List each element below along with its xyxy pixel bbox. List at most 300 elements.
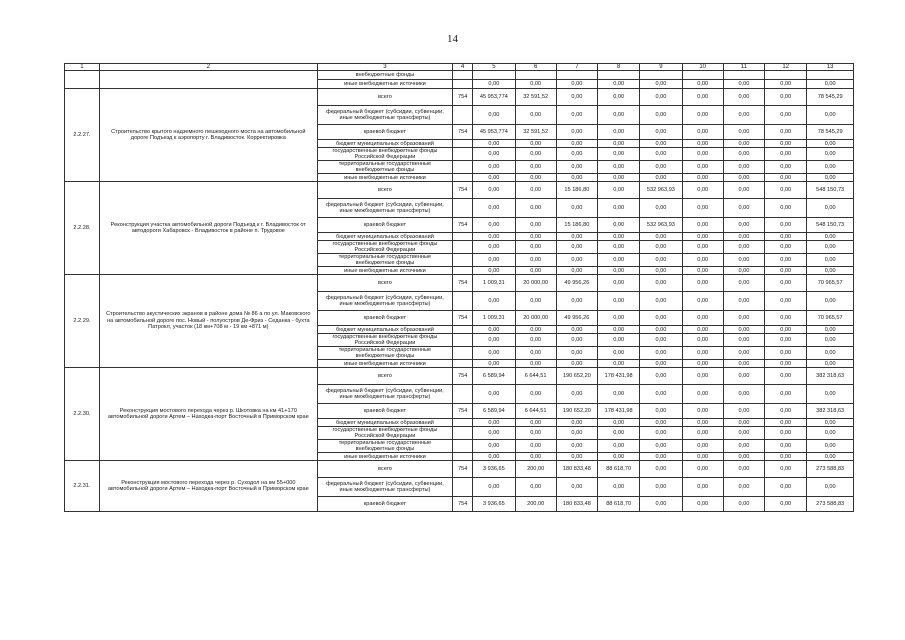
value-cell: 0,00	[597, 148, 639, 161]
item-code: 2.2.31.	[65, 461, 100, 512]
value-cell: 0,00	[556, 347, 597, 360]
table-row	[65, 368, 854, 385]
value-cell: 0,00	[765, 254, 807, 267]
value-cell: 0,00	[807, 419, 854, 427]
source-label: бюджет муниципальных образований	[317, 233, 452, 241]
value-cell: 0,00	[807, 267, 854, 275]
grbs-code	[453, 233, 473, 241]
value-cell: 0,00	[515, 199, 556, 218]
value-cell: 0,00	[597, 347, 639, 360]
value-cell: 0,00	[473, 218, 515, 233]
source-label: государственные внебюджетные фонды Российской Федерации	[317, 241, 452, 254]
value-cell: 0,00	[723, 241, 764, 254]
source-label: федеральный бюджет (субсидии, субвенции, иные межбюджетные трансферты)	[317, 106, 452, 125]
value-cell: 0,00	[807, 478, 854, 497]
value-cell: 273 588,83	[807, 461, 854, 478]
value-cell: 0,00	[473, 334, 515, 347]
value-cell: 0,00	[473, 267, 515, 275]
value-cell: 0,00	[640, 419, 682, 427]
source-label: внебюджетные фонды	[317, 71, 452, 80]
grbs-code	[453, 453, 473, 461]
value-cell: 6 644,51	[515, 368, 556, 385]
value-cell	[640, 71, 682, 80]
value-cell: 0,00	[640, 140, 682, 148]
value-cell: 0,00	[765, 199, 807, 218]
source-label: иные внебюджетные источники	[317, 267, 452, 275]
value-cell: 3 936,65	[473, 497, 515, 512]
value-cell: 0,00	[473, 199, 515, 218]
value-cell: 0,00	[597, 311, 639, 326]
source-label: всего	[317, 275, 452, 292]
column-header: 1	[65, 64, 100, 71]
value-cell	[723, 71, 764, 80]
value-cell: 382 318,63	[807, 404, 854, 419]
column-header: 13	[807, 64, 854, 71]
column-header: 12	[765, 64, 807, 71]
value-cell: 0,00	[473, 453, 515, 461]
value-cell: 0,00	[723, 254, 764, 267]
value-cell: 0,00	[597, 106, 639, 125]
value-cell: 0,00	[556, 427, 597, 440]
value-cell: 0,00	[682, 140, 723, 148]
source-label: краевой бюджет	[317, 218, 452, 233]
source-label: всего	[317, 368, 452, 385]
grbs-code: 754	[453, 275, 473, 292]
source-label: иные внебюджетные источники	[317, 174, 452, 182]
value-cell: 0,00	[640, 453, 682, 461]
grbs-code	[453, 334, 473, 347]
value-cell: 0,00	[640, 275, 682, 292]
value-cell: 0,00	[807, 161, 854, 174]
value-cell: 0,00	[682, 347, 723, 360]
value-cell: 180 833,48	[556, 497, 597, 512]
value-cell: 0,00	[556, 440, 597, 453]
value-cell: 0,00	[682, 497, 723, 512]
value-cell: 0,00	[473, 292, 515, 311]
grbs-code	[453, 385, 473, 404]
value-cell	[597, 71, 639, 80]
value-cell: 0,00	[723, 478, 764, 497]
value-cell: 0,00	[682, 334, 723, 347]
value-cell: 0,00	[723, 125, 764, 140]
value-cell: 0,00	[723, 404, 764, 419]
grbs-code	[453, 427, 473, 440]
value-cell: 0,00	[765, 461, 807, 478]
value-cell: 0,00	[473, 80, 515, 89]
value-cell: 0,00	[515, 267, 556, 275]
value-cell: 0,00	[640, 254, 682, 267]
value-cell: 0,00	[556, 148, 597, 161]
value-cell: 0,00	[682, 368, 723, 385]
value-cell: 6 644,51	[515, 404, 556, 419]
value-cell: 0,00	[515, 334, 556, 347]
value-cell: 0,00	[515, 385, 556, 404]
value-cell: 0,00	[640, 360, 682, 368]
source-label: всего	[317, 89, 452, 106]
value-cell: 45 953,774	[473, 125, 515, 140]
value-cell: 0,00	[473, 161, 515, 174]
value-cell: 0,00	[682, 360, 723, 368]
value-cell: 88 618,70	[597, 497, 639, 512]
value-cell: 0,00	[765, 360, 807, 368]
grbs-code: 754	[453, 182, 473, 199]
value-cell: 0,00	[765, 106, 807, 125]
value-cell: 0,00	[723, 89, 764, 106]
grbs-code	[453, 174, 473, 182]
table-row	[65, 71, 854, 80]
value-cell: 0,00	[682, 326, 723, 334]
value-cell: 0,00	[556, 199, 597, 218]
value-cell: 0,00	[640, 148, 682, 161]
value-cell: 0,00	[765, 148, 807, 161]
value-cell: 0,00	[473, 347, 515, 360]
value-cell: 0,00	[556, 254, 597, 267]
source-label: краевой бюджет	[317, 311, 452, 326]
value-cell: 0,00	[640, 292, 682, 311]
table-row	[65, 275, 854, 292]
item-name: Строительство акустических экранов в районе дома № 86 а по ул. Маковского на автомобильной дороге пос. Новый - полуостров Де-Фриз - Седанка - бухта Патрокл, участок (18 км+708 м - 19 км +871 м)	[99, 275, 317, 368]
value-cell: 0,00	[556, 233, 597, 241]
source-label: территориальные государственные внебюджетные фонды	[317, 254, 452, 267]
value-cell: 382 318,63	[807, 368, 854, 385]
value-cell: 0,00	[640, 80, 682, 89]
value-cell: 0,00	[723, 218, 764, 233]
value-cell: 0,00	[556, 267, 597, 275]
value-cell: 0,00	[807, 174, 854, 182]
value-cell: 0,00	[515, 254, 556, 267]
source-label: краевой бюджет	[317, 497, 452, 512]
value-cell: 1 009,31	[473, 311, 515, 326]
value-cell: 0,00	[597, 478, 639, 497]
value-cell	[473, 71, 515, 80]
value-cell: 0,00	[556, 478, 597, 497]
value-cell: 0,00	[515, 80, 556, 89]
source-label: всего	[317, 461, 452, 478]
item-code: 2.2.29.	[65, 275, 100, 368]
value-cell: 0,00	[682, 292, 723, 311]
value-cell: 0,00	[682, 233, 723, 241]
value-cell: 0,00	[473, 385, 515, 404]
value-cell: 0,00	[765, 275, 807, 292]
grbs-code: 754	[453, 461, 473, 478]
value-cell: 0,00	[556, 106, 597, 125]
source-label: территориальные государственные внебюджетные фонды	[317, 347, 452, 360]
value-cell: 190 652,20	[556, 404, 597, 419]
value-cell: 0,00	[556, 140, 597, 148]
value-cell: 0,00	[556, 80, 597, 89]
value-cell: 0,00	[723, 334, 764, 347]
value-cell	[453, 80, 473, 89]
value-cell: 0,00	[556, 89, 597, 106]
value-cell: 0,00	[640, 427, 682, 440]
value-cell: 0,00	[807, 334, 854, 347]
value-cell: 0,00	[682, 385, 723, 404]
value-cell: 0,00	[765, 241, 807, 254]
value-cell: 0,00	[723, 80, 764, 89]
value-cell: 273 588,83	[807, 497, 854, 512]
value-cell: 0,00	[723, 347, 764, 360]
grbs-code	[453, 292, 473, 311]
value-cell: 0,00	[515, 478, 556, 497]
value-cell: 0,00	[597, 199, 639, 218]
value-cell: 0,00	[556, 125, 597, 140]
value-cell: 0,00	[597, 80, 639, 89]
source-label: федеральный бюджет (субсидии, субвенции, иные межбюджетные трансферты)	[317, 199, 452, 218]
source-label: государственные внебюджетные фонды Российской Федерации	[317, 334, 452, 347]
value-cell: 180 833,48	[556, 461, 597, 478]
value-cell: 0,00	[682, 427, 723, 440]
value-cell: 0,00	[515, 326, 556, 334]
source-label: территориальные государственные внебюджетные фонды	[317, 440, 452, 453]
value-cell: 3 936,65	[473, 461, 515, 478]
value-cell: 0,00	[640, 267, 682, 275]
value-cell: 0,00	[597, 140, 639, 148]
value-cell: 0,00	[640, 368, 682, 385]
grbs-code	[453, 199, 473, 218]
value-cell: 0,00	[682, 267, 723, 275]
value-cell: 0,00	[597, 125, 639, 140]
value-cell: 70 965,57	[807, 311, 854, 326]
value-cell: 0,00	[597, 182, 639, 199]
source-label: федеральный бюджет (субсидии, субвенции, иные межбюджетные трансферты)	[317, 292, 452, 311]
value-cell: 0,00	[515, 174, 556, 182]
value-cell: 6 589,94	[473, 368, 515, 385]
value-cell	[556, 71, 597, 80]
value-cell: 0,00	[682, 218, 723, 233]
value-cell: 0,00	[765, 311, 807, 326]
value-cell: 0,00	[723, 368, 764, 385]
value-cell: 0,00	[640, 461, 682, 478]
value-cell: 0,00	[723, 461, 764, 478]
value-cell: 0,00	[597, 419, 639, 427]
value-cell: 0,00	[682, 241, 723, 254]
value-cell: 0,00	[640, 199, 682, 218]
value-cell: 0,00	[723, 292, 764, 311]
header-row	[65, 64, 854, 71]
column-header: 2	[99, 64, 317, 71]
value-cell: 0,00	[640, 334, 682, 347]
value-cell: 0,00	[515, 106, 556, 125]
value-cell: 0,00	[515, 241, 556, 254]
grbs-code	[453, 148, 473, 161]
value-cell: 0,00	[473, 140, 515, 148]
value-cell: 0,00	[473, 182, 515, 199]
value-cell: 0,00	[597, 453, 639, 461]
value-cell: 0,00	[640, 404, 682, 419]
value-cell: 0,00	[556, 292, 597, 311]
value-cell: 0,00	[597, 292, 639, 311]
value-cell: 0,00	[640, 125, 682, 140]
item-code: 2.2.30.	[65, 368, 100, 461]
value-cell: 0,00	[765, 161, 807, 174]
value-cell: 0,00	[682, 404, 723, 419]
value-cell: 0,00	[682, 254, 723, 267]
value-cell: 0,00	[807, 233, 854, 241]
value-cell: 0,00	[682, 419, 723, 427]
value-cell: 0,00	[473, 326, 515, 334]
value-cell: 0,00	[682, 199, 723, 218]
value-cell: 0,00	[682, 461, 723, 478]
value-cell: 0,00	[807, 440, 854, 453]
source-label: бюджет муниципальных образований	[317, 140, 452, 148]
value-cell: 0,00	[473, 233, 515, 241]
value-cell: 0,00	[515, 440, 556, 453]
value-cell: 0,00	[597, 174, 639, 182]
value-cell: 0,00	[765, 267, 807, 275]
value-cell: 0,00	[682, 89, 723, 106]
value-cell: 78 545,29	[807, 125, 854, 140]
grbs-code	[453, 106, 473, 125]
value-cell: 200,00	[515, 461, 556, 478]
item-name: Реконструкция участка автомобильной дороги Подъезд к г. Владивосток от автодороги Хабаровск - Владивосток в районе п. Трудовое	[99, 182, 317, 275]
value-cell: 0,00	[765, 292, 807, 311]
grbs-code	[453, 161, 473, 174]
value-cell: 0,00	[556, 453, 597, 461]
grbs-code: 754	[453, 497, 473, 512]
value-cell: 1 009,31	[473, 275, 515, 292]
value-cell: 0,00	[765, 334, 807, 347]
value-cell: 0,00	[473, 174, 515, 182]
value-cell: 0,00	[597, 161, 639, 174]
value-cell: 0,00	[515, 360, 556, 368]
column-header: 6	[515, 64, 556, 71]
value-cell: 0,00	[640, 89, 682, 106]
value-cell: 0,00	[807, 292, 854, 311]
value-cell: 0,00	[807, 106, 854, 125]
value-cell: 6 589,94	[473, 404, 515, 419]
value-cell	[807, 71, 854, 80]
value-cell: 78 545,29	[807, 89, 854, 106]
value-cell: 0,00	[807, 385, 854, 404]
value-cell: 0,00	[765, 368, 807, 385]
value-cell: 0,00	[597, 218, 639, 233]
value-cell: 0,00	[723, 440, 764, 453]
value-cell: 0,00	[682, 174, 723, 182]
value-cell: 0,00	[723, 199, 764, 218]
value-cell: 0,00	[473, 427, 515, 440]
budget-table	[64, 63, 854, 512]
source-label: краевой бюджет	[317, 125, 452, 140]
value-cell: 0,00	[682, 125, 723, 140]
value-cell: 0,00	[473, 440, 515, 453]
grbs-code: 754	[453, 311, 473, 326]
value-cell: 0,00	[765, 326, 807, 334]
column-header: 10	[682, 64, 723, 71]
value-cell: 0,00	[723, 174, 764, 182]
value-cell: 548 150,73	[807, 218, 854, 233]
value-cell: 0,00	[807, 148, 854, 161]
value-cell: 0,00	[682, 182, 723, 199]
value-cell: 49 956,26	[556, 275, 597, 292]
value-cell: 0,00	[765, 478, 807, 497]
value-cell: 0,00	[597, 267, 639, 275]
value-cell	[765, 71, 807, 80]
column-header: 7	[556, 64, 597, 71]
value-cell: 0,00	[765, 89, 807, 106]
value-cell: 0,00	[597, 254, 639, 267]
value-cell: 0,00	[807, 453, 854, 461]
value-cell: 0,00	[515, 218, 556, 233]
value-cell: 200,00	[515, 497, 556, 512]
value-cell: 548 150,73	[807, 182, 854, 199]
value-cell: 0,00	[515, 140, 556, 148]
value-cell: 0,00	[556, 419, 597, 427]
value-cell: 0,00	[765, 404, 807, 419]
value-cell: 0,00	[765, 419, 807, 427]
value-cell: 0,00	[515, 161, 556, 174]
column-header: 9	[640, 64, 682, 71]
value-cell: 0,00	[473, 478, 515, 497]
value-cell: 190 652,20	[556, 368, 597, 385]
grbs-code	[453, 360, 473, 368]
value-cell: 0,00	[682, 453, 723, 461]
source-label: всего	[317, 182, 452, 199]
grbs-code	[453, 478, 473, 497]
value-cell: 0,00	[682, 148, 723, 161]
value-cell: 49 956,26	[556, 311, 597, 326]
value-cell: 0,00	[723, 140, 764, 148]
grbs-code: 754	[453, 89, 473, 106]
value-cell: 178 431,98	[597, 368, 639, 385]
value-cell: 0,00	[807, 254, 854, 267]
source-label: иные внебюджетные источники	[317, 453, 452, 461]
value-cell: 0,00	[515, 148, 556, 161]
value-cell: 0,00	[597, 440, 639, 453]
source-label: иные внебюджетные источники	[317, 80, 452, 89]
value-cell: 0,00	[556, 334, 597, 347]
value-cell: 0,00	[682, 106, 723, 125]
value-cell: 0,00	[556, 174, 597, 182]
value-cell: 20 000,00	[515, 275, 556, 292]
value-cell: 0,00	[723, 275, 764, 292]
table-row	[65, 182, 854, 199]
value-cell: 0,00	[723, 148, 764, 161]
value-cell: 0,00	[597, 241, 639, 254]
value-cell: 0,00	[597, 326, 639, 334]
value-cell: 0,00	[682, 311, 723, 326]
value-cell: 0,00	[640, 241, 682, 254]
value-cell: 0,00	[640, 161, 682, 174]
table-body	[65, 64, 854, 512]
value-cell: 0,00	[597, 233, 639, 241]
value-cell: 0,00	[765, 182, 807, 199]
value-cell: 0,00	[640, 174, 682, 182]
value-cell: 0,00	[765, 385, 807, 404]
value-cell: 0,00	[723, 161, 764, 174]
value-cell: 0,00	[597, 89, 639, 106]
name-cell	[99, 71, 317, 89]
value-cell: 0,00	[640, 440, 682, 453]
value-cell: 0,00	[723, 453, 764, 461]
item-name: Реконструкция мостового перехода через р. Шкотовка на км 41+170 автомобильной дороги Артем – Находка-порт Восточный в Приморском крае	[99, 368, 317, 461]
value-cell: 532 963,93	[640, 218, 682, 233]
grbs-code	[453, 326, 473, 334]
value-cell: 0,00	[640, 385, 682, 404]
value-cell: 0,00	[765, 125, 807, 140]
value-cell: 0,00	[597, 427, 639, 440]
grbs-code	[453, 241, 473, 254]
value-cell: 0,00	[807, 427, 854, 440]
source-label: федеральный бюджет (субсидии, субвенции, иные межбюджетные трансферты)	[317, 385, 452, 404]
value-cell: 0,00	[723, 360, 764, 368]
source-label: бюджет муниципальных образований	[317, 326, 452, 334]
value-cell: 0,00	[640, 347, 682, 360]
value-cell: 0,00	[556, 360, 597, 368]
value-cell: 32 591,52	[515, 125, 556, 140]
value-cell: 0,00	[682, 80, 723, 89]
value-cell: 0,00	[473, 419, 515, 427]
value-cell: 0,00	[640, 478, 682, 497]
